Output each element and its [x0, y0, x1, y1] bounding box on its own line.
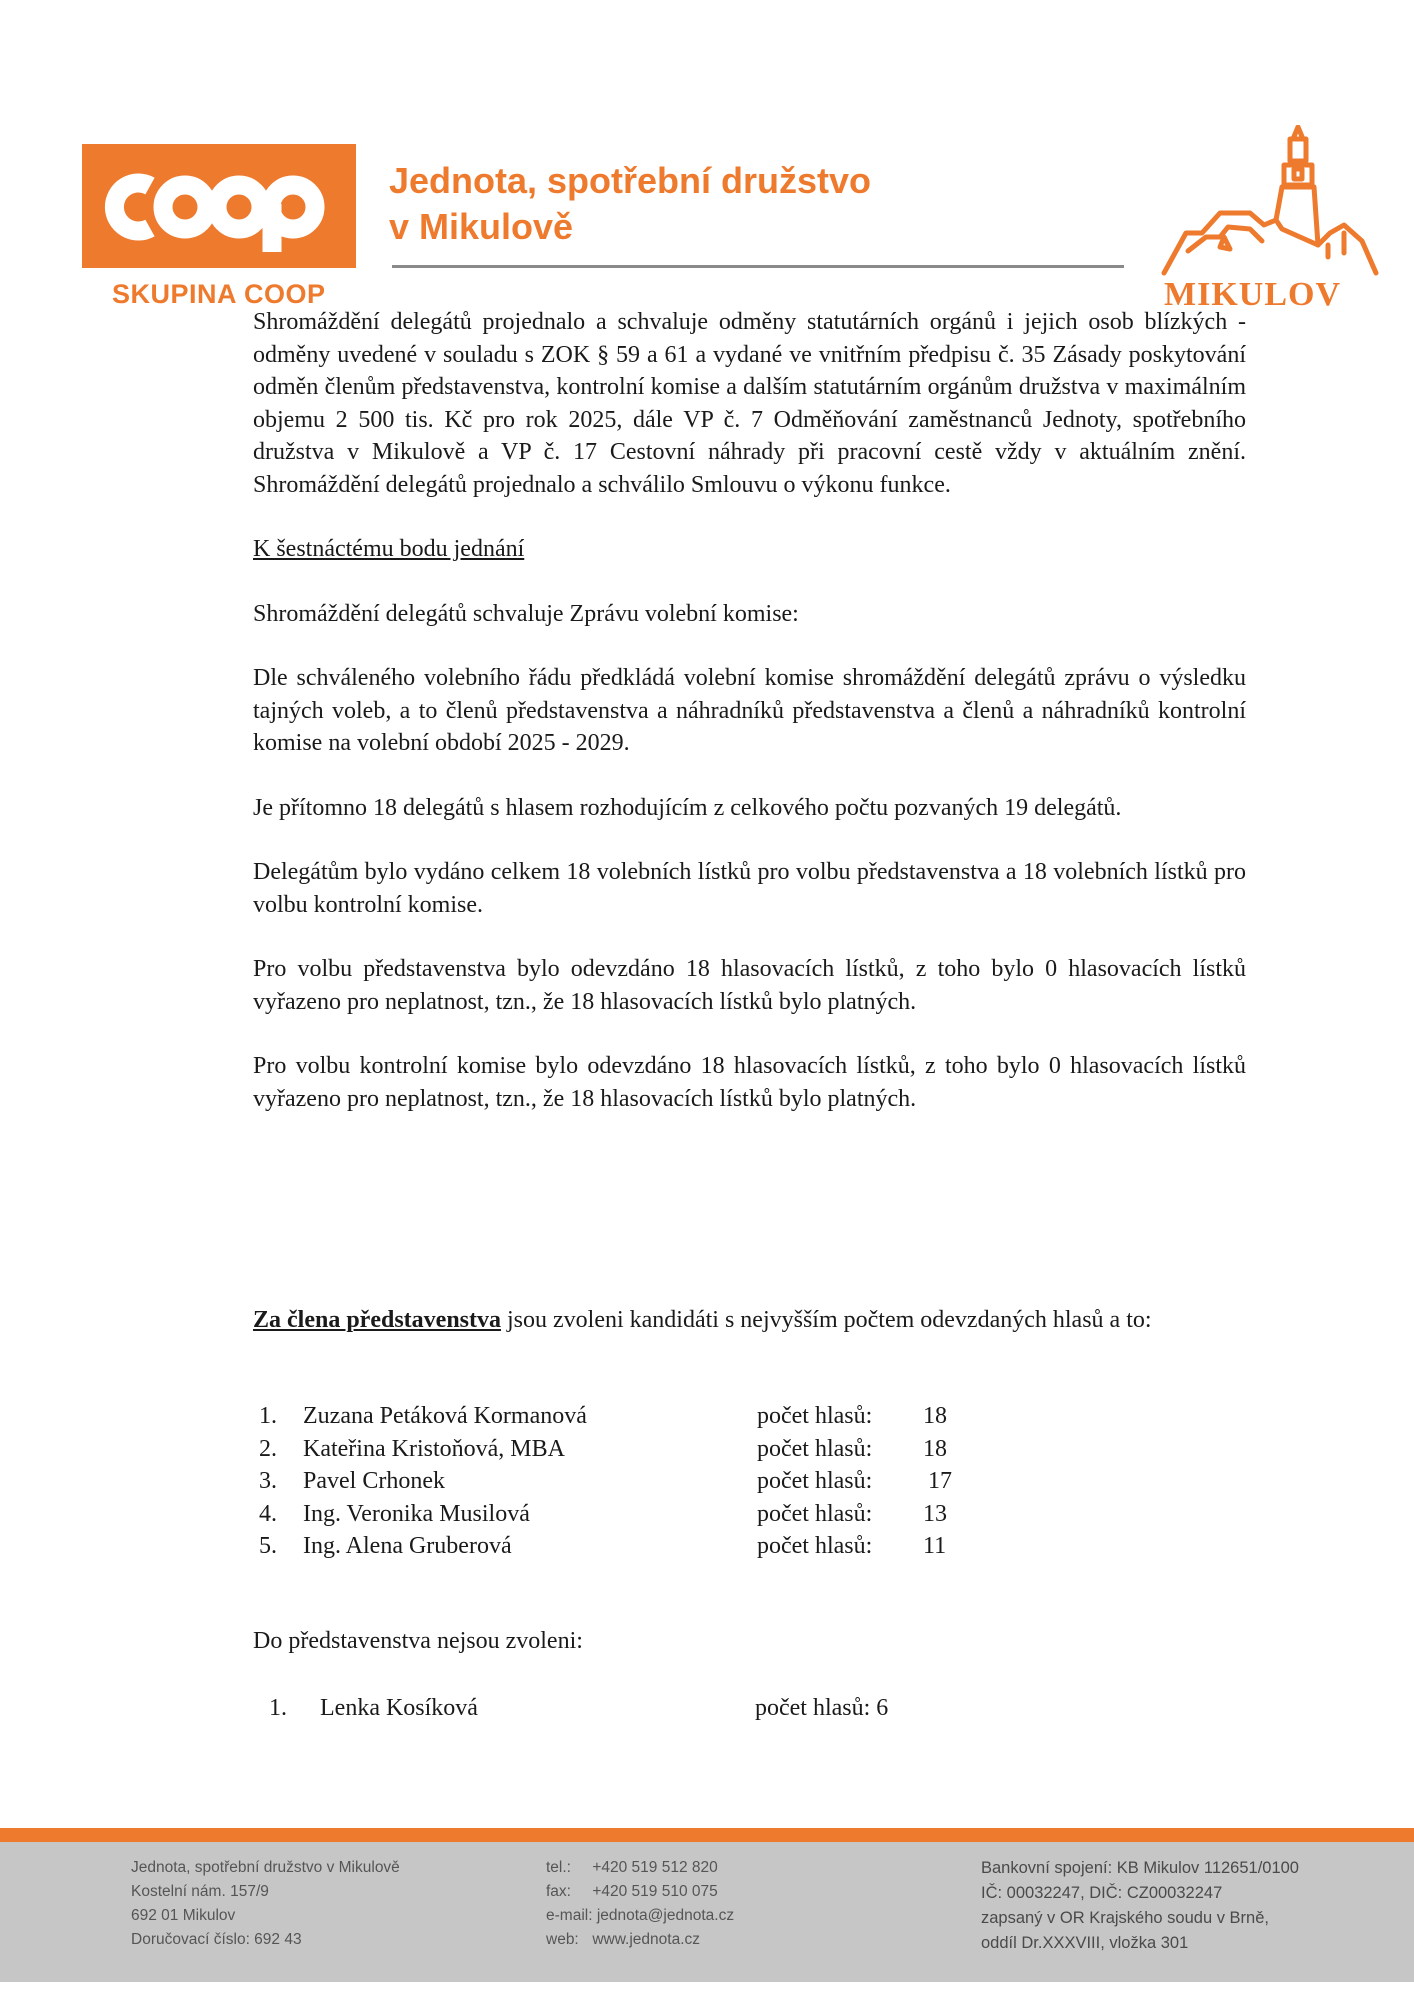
remuneration-paragraph: Shromáždění delegátů projednalo a schvaluje odměny statutárních orgánů i jejich osob blízkých - odměny uvedené v souladu s ZOK § 59 a 61 a vydané ve vnitřním předpisu č. 35 Zásady poskytování odměn členům představenstva, kontrolní komise a dalším statutárním orgánům družstva v maximálním objemu 2 500 tis. Kč pro rok 2025, dále VP č. 7 Odměňování zaměstnanců Jednoty, spotřebního družstva v Mikulově a VP č. 17 Cestovní náhrady při pracovní cestě vždy v aktuálním znění. Shromáždění delegátů projednalo a schválilo Smlouvu o výkonu funkce. — [253, 309, 1246, 498]
contact-key: e-mail: — [546, 1907, 593, 1924]
fax-number: +420 519 510 075 — [592, 1883, 718, 1900]
candidate-name: Ing. Alena Gruberová — [303, 1533, 512, 1559]
footer-bank-line: IČ: 00032247, DIČ: CZ00032247 — [981, 1884, 1223, 1902]
coop-letter-o1 — [163, 185, 207, 229]
commission-ballots-paragraph: Pro volbu kontrolní komise bylo odevzdáno 18 hlasovacích lístků, z toho bylo 0 hlasovacích lístků vyřazeno pro neplatnost, tzn., že 18 hlasovacích lístků bylo platných. — [253, 1053, 1246, 1112]
list-number: 3. — [259, 1468, 277, 1494]
org-name-line1: Jednota, spotřební družstvo — [389, 160, 872, 201]
footer-address-line: Doručovací číslo: 692 43 — [131, 1931, 302, 1948]
candidate-name: Pavel Crhonek — [303, 1468, 445, 1494]
coop-logo — [82, 144, 356, 268]
footer-address-line: Kostelní nám. 157/9 — [131, 1883, 269, 1900]
not-elected-heading: Do představenstva nejsou zvoleni: — [253, 1628, 583, 1654]
footer-contacts — [546, 1856, 734, 1952]
town-logo-text: MIKULOV — [1164, 276, 1341, 313]
document-body — [253, 306, 1246, 1115]
ballots-issued-paragraph: Delegátům bylo vydáno celkem 18 volebních lístků pro volbu představenstva a 18 volebních lístků pro volbu kontrolní komise. — [253, 859, 1246, 918]
list-number: 1. — [269, 1695, 287, 1721]
list-number: 4. — [259, 1500, 277, 1527]
footer-bank-line: oddíl Dr.XXXVIII, vložka 301 — [981, 1934, 1189, 1952]
attendance-paragraph: Je přítomno 18 delegátů s hlasem rozhodujícím z celkového počtu pozvaných 19 delegátů. — [253, 794, 1122, 821]
votes-label: počet hlasů: — [757, 1533, 873, 1559]
coop-logo-mark — [82, 144, 356, 268]
candidate-name: Lenka Kosíková — [320, 1695, 478, 1721]
board-ballots-paragraph: Pro volbu představenstva bylo odevzdáno 18 hlasovacích lístků, z toho bylo 0 hlasovacích lístků vyřazeno pro neplatnost, tzn., že 18 hlasovacích lístků bylo platných. — [253, 956, 1246, 1015]
votes-count: 18 — [923, 1403, 947, 1429]
contact-key: fax: — [546, 1883, 571, 1900]
header-divider — [392, 265, 1124, 268]
votes-label: počet hlasů: — [757, 1403, 873, 1429]
coop-letter-c — [114, 183, 150, 231]
footer-bank-info — [981, 1856, 1299, 1956]
list-number: 1. — [259, 1403, 277, 1429]
votes-label: počet hlasů: 6 — [755, 1695, 889, 1721]
contact-key: tel.: — [546, 1859, 571, 1876]
coop-letter-o2 — [217, 185, 261, 229]
footer-bank-line: zapsaný v OR Krajského soudu v Brně, — [981, 1909, 1269, 1927]
elected-intro — [253, 1304, 1246, 1337]
list-number: 5. — [259, 1533, 277, 1559]
footer-accent-bar — [0, 1828, 1414, 1842]
votes-label: počet hlasů: — [757, 1500, 873, 1527]
mikulov-town-icon — [1158, 125, 1380, 285]
election-report-paragraph: Dle schváleného volebního řádu předkládá volební komise shromáždění delegátů zprávu o výsledku tajných voleb, a to členů představenstva a náhradníků představenstva a členů a náhradníků kontrolní komise na volební období 2025 - 2029. — [253, 665, 1246, 756]
section-heading: K šestnáctému bodu jednání — [253, 536, 525, 562]
candidate-name: Zuzana Petáková Kormanová — [303, 1403, 587, 1429]
org-name-line2: v Mikulově — [389, 206, 574, 247]
votes-count: 13 — [923, 1500, 947, 1527]
votes-count: 17 — [928, 1468, 952, 1494]
contact-key: web: — [546, 1931, 579, 1948]
elected-intro-rest: jsou zvoleni kandidáti s nejvyšším počtem odevzdaných hlasů a to: — [501, 1307, 1152, 1333]
organization-name — [389, 158, 871, 250]
candidate-name: Ing. Veronika Musilová — [303, 1500, 530, 1527]
email-link[interactable]: jednota@jednota.cz — [596, 1907, 735, 1924]
footer-bank-line: Bankovní spojení: KB Mikulov 112651/0100 — [981, 1859, 1299, 1877]
footer-address-line: 692 01 Mikulov — [131, 1907, 236, 1924]
group-label: SKUPINA COOP — [112, 279, 326, 309]
approval-statement: Shromáždění delegátů schvaluje Zprávu volební komise: — [253, 600, 799, 627]
website-link[interactable]: www.jednota.cz — [592, 1931, 701, 1948]
candidate-name: Kateřina Kristoňová, MBA — [303, 1435, 565, 1462]
phone-number: +420 519 512 820 — [592, 1859, 718, 1876]
votes-label: počet hlasů: — [757, 1435, 873, 1462]
list-number: 2. — [259, 1435, 277, 1462]
votes-count: 18 — [923, 1435, 947, 1462]
footer-address-line: Jednota, spotřební družstvo v Mikulově — [131, 1859, 400, 1876]
votes-count: 11 — [923, 1533, 947, 1559]
elected-intro-bold: Za člena představenstva — [253, 1307, 501, 1333]
votes-label: počet hlasů: — [757, 1468, 873, 1494]
footer-address — [131, 1856, 400, 1952]
